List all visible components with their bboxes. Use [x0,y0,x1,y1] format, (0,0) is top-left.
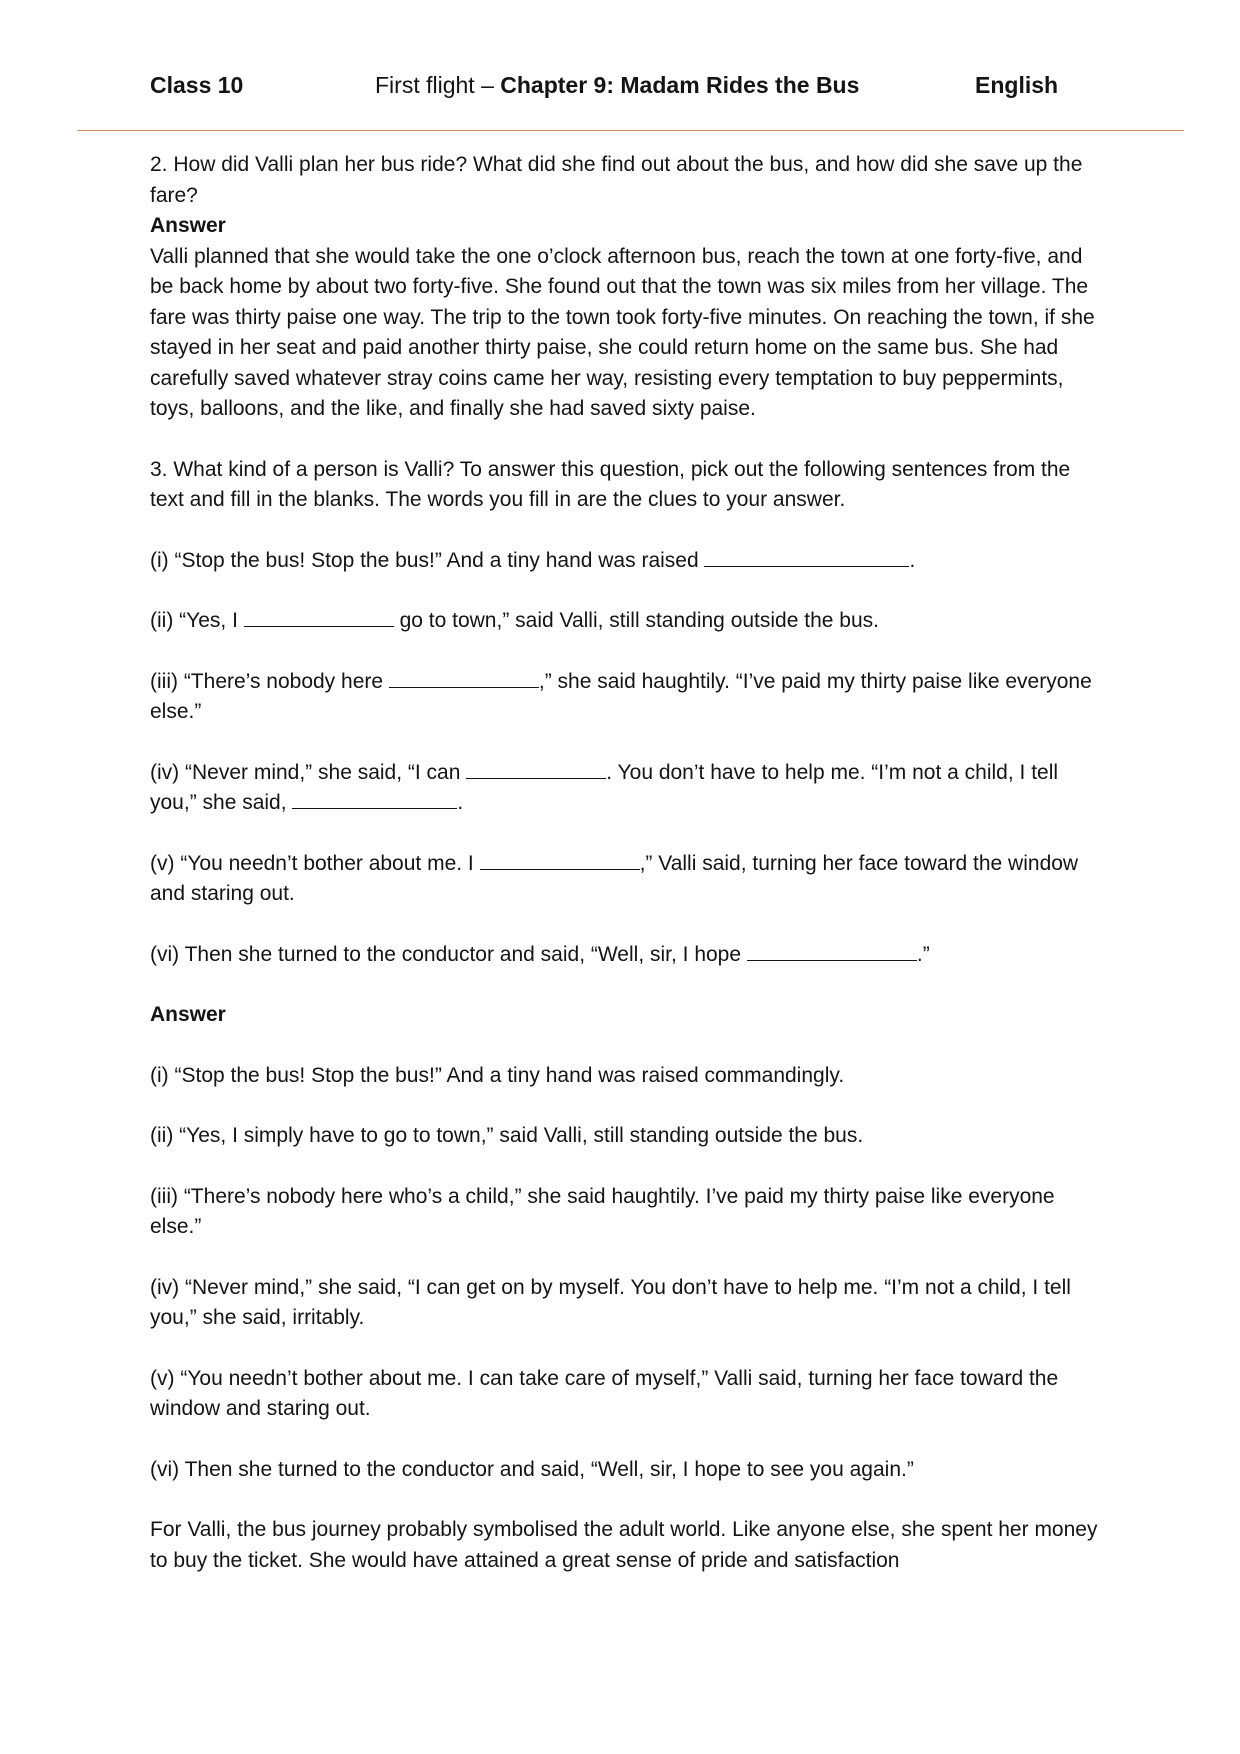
blank-text: . You don’t have to help me. “I’m not a child, I tell you,” she said, [150,760,1059,814]
answer-label-2: Answer [150,214,226,237]
answer-item: (i) “Stop the bus! Stop the bus!” And a tiny hand was raised commandingly. [150,1063,845,1087]
conclusion-paragraph: For Valli, the bus journey probably symbolised the adult world. Like anyone else, she spent her money to buy the ticket. She would have attained a great sense of pride and satisfaction [150,1518,1098,1572]
answer-label-3: Answer [150,1003,226,1026]
blank-text: (iii) “There’s nobody here [150,669,389,693]
fill-blank [466,758,606,779]
blank-text: . [909,548,916,572]
blank-text: (vi) Then she turned to the conductor and said, “Well, sir, I hope [150,942,747,966]
blank-sentence-iv [150,758,1100,819]
header-book: First flight – [375,72,501,98]
fill-blank [292,788,457,809]
fill-blank [747,940,917,961]
fill-blank [704,546,909,567]
blank-text: go to town,” said Valli, still standing outside the bus. [393,609,879,632]
answer-item: (iii) “There’s nobody here who’s a child,” she said haughtily. I’ve paid my thirty paise like everyone else.” [150,1184,1055,1238]
blank-text: (iv) “Never mind,” she said, “I can [150,760,467,784]
blank-text: (i) “Stop the bus! Stop the bus!” And a tiny hand was raised [150,548,705,572]
blank-sentence-ii [150,606,1100,637]
blank-sentence-vi [150,940,1100,971]
fill-blank [389,667,539,688]
question-3: 3. What kind of a person is Valli? To answer this question, pick out the following sentences from the text and fill in the blanks. The words you fill in are the clues to your answer. [150,457,1071,511]
blank-text: ,” Valli said, turning her face toward the window and staring out. [150,851,1079,905]
fill-blank [480,849,640,870]
fill-blank [244,606,394,627]
answer-item: (v) “You needn’t bother about me. I can take care of myself,” Valli said, turning her face toward the window and staring out. [150,1366,1059,1420]
answer-item: (iv) “Never mind,” she said, “I can get on by myself. You don’t have to help me. “I’m not a child, I tell you,” she said, irritably. [150,1275,1071,1329]
header-class: Class 10 [150,72,244,98]
blank-sentence-iii [150,667,1100,728]
blank-sentence-v [150,849,1100,910]
blank-text: . [457,791,464,814]
blank-sentence-i [150,546,1100,577]
page-header [150,72,1059,112]
answer-item: (vi) Then she turned to the conductor and said, “Well, sir, I hope to see you again.” [150,1457,914,1481]
answer-2: Valli planned that she would take the one o’clock afternoon bus, reach the town at one forty-five, and be back home by about two forty-five. She found out that the town was six miles from her village. The fare was thirty paise one way. The trip to the town took forty-five minutes. On reaching the town, if she stayed in her seat and paid another thirty paise, she could return home on the same bus. She had carefully saved whatever stray coins came her way, resisting every temptation to buy peppermints, toys, balloons, and the like, and finally she had saved sixty paise. [150,244,1095,420]
document-body [150,150,1100,1576]
question-2: 2. How did Valli plan her bus ride? What did she find out about the bus, and how did she save up the fare? [150,153,1083,207]
header-subject: English [975,72,1059,98]
blank-text: .” [916,942,930,966]
blank-text: (ii) “Yes, I [150,609,244,632]
blank-text: (v) “You needn’t bother about me. I [150,851,480,875]
header-chapter: Chapter 9: Madam Rides the Bus [500,72,860,98]
answer-item: (ii) “Yes, I simply have to go to town,” said Valli, still standing outside the bus. [150,1124,864,1147]
header-book-title [375,72,859,99]
header-divider [77,130,1184,131]
blank-text: ,” she said haughtily. “I’ve paid my thirty paise like everyone else.” [150,669,1092,723]
